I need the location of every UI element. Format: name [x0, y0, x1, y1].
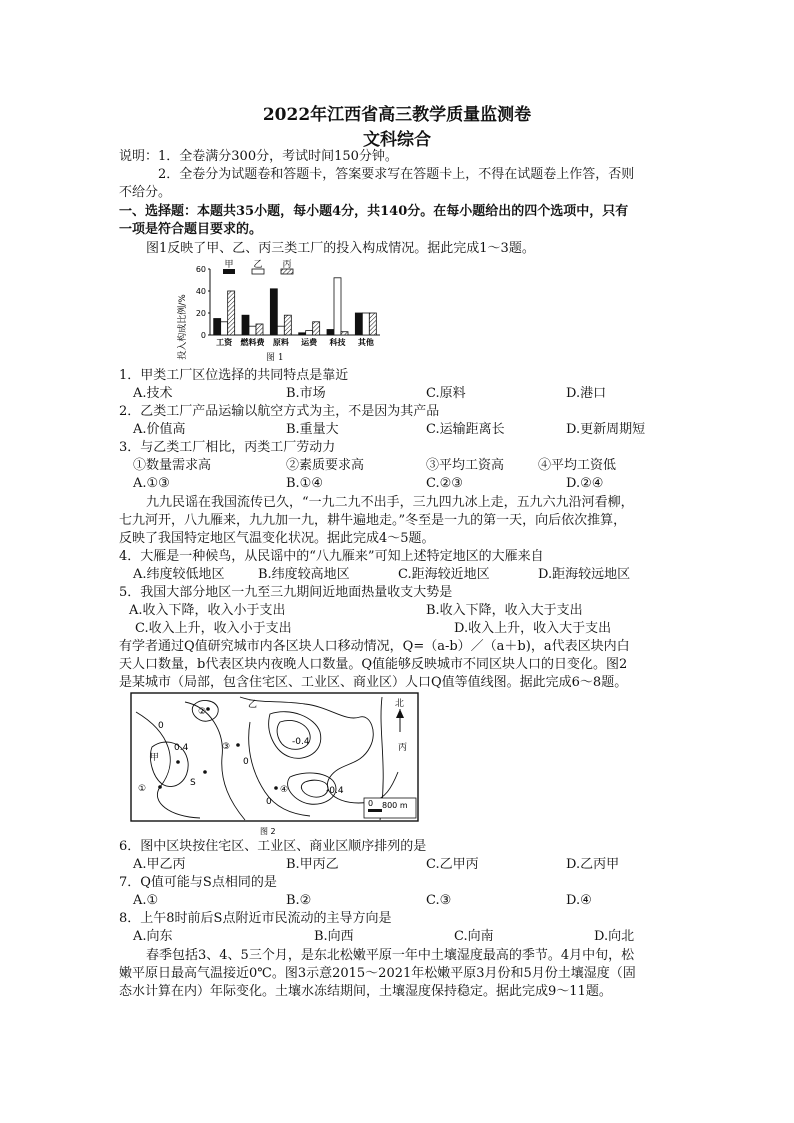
instruction-line-3: 不给分。	[119, 185, 172, 200]
q7-option-b: B.②	[286, 893, 312, 908]
bar-甲-原料	[270, 289, 277, 335]
q7-option-d: D.④	[566, 893, 592, 908]
bar-乙-科技	[334, 278, 341, 335]
y-tick-label: 60	[195, 265, 206, 274]
map-label-p4: ④	[280, 785, 289, 795]
q4-option-b: B.纬度较高地区	[258, 567, 350, 582]
passage2-line-3: 反映了我国特定地区气温变化状况。据此完成4～5题。	[119, 531, 435, 546]
q8-stem: 8．上午8时前后S点附近市民流动的主导方向是	[119, 911, 392, 926]
bar-甲-工资	[214, 319, 221, 336]
scale-zero: 0	[368, 799, 374, 808]
q8-option-c: C.向南	[454, 929, 494, 944]
section-heading-line-1: 一、选择题：本题共35小题，每小题4分，共140分。在每小题给出的四个选项中，只有	[119, 204, 629, 219]
figure-2-caption: 图 2	[260, 827, 276, 836]
q6-option-a: A.甲乙丙	[133, 857, 186, 872]
q4-option-c: C.距海较近地区	[398, 567, 490, 582]
q3-item-2: ②素质要求高	[286, 458, 365, 473]
bar-乙-运费	[306, 331, 313, 335]
q5-option-c: C.收入上升，收入小于支出	[135, 621, 292, 636]
passage2-line-1: 九九民谣在我国流传已久，“一九二九不出手，三九四九冰上走，五九六九沿河看柳，	[146, 495, 634, 510]
bar-乙-燃料费	[249, 326, 256, 335]
q7-stem: 7．Q值可能与S点相同的是	[119, 875, 277, 890]
bar-丙-原料	[284, 315, 291, 335]
map-value-1: 0.4	[174, 743, 189, 753]
q5-stem: 5．我国大部分地区一九至三九期间近地面热量收支大势是	[119, 585, 453, 600]
q2-option-b: B.重量大	[286, 422, 339, 437]
q2-stem: 2．乙类工厂产品运输以航空方式为主，不是因为其产品	[119, 404, 440, 419]
bar-丙-科技	[341, 332, 348, 335]
q4-stem: 4．大雁是一种候鸟，从民谣中的“八九雁来”可知上述特定地区的大雁来自	[119, 549, 544, 564]
q8-option-d: D.向北	[594, 929, 635, 944]
q8-option-a: A.向东	[133, 929, 173, 944]
bar-乙-原料	[277, 326, 284, 335]
legend-label-jia: 甲	[224, 260, 234, 270]
bar-乙-其他	[362, 313, 369, 335]
y-tick-label: 0	[200, 331, 206, 340]
map-label-s: S	[190, 778, 196, 788]
passage4-line-2: 嫩平原日最高气温接近0℃。图3示意2015～2021年松嫩平原3月份和5月份土壤湿度（固	[119, 966, 636, 981]
q3-option-d: D.②④	[566, 476, 604, 491]
bar-丙-工资	[228, 291, 235, 335]
instruction-line-1: 说明：1．全卷满分300分，考试时间150分钟。	[119, 149, 398, 164]
section-heading-line-2: 一项是符合题目要求的。	[119, 222, 263, 237]
scale-distance: 800 m	[382, 801, 408, 810]
map-label-bing: 丙	[398, 743, 408, 753]
map-value-2: -0.4	[292, 737, 310, 747]
figure-2-map	[130, 692, 420, 836]
map-label-p1: ①	[138, 784, 147, 794]
bar-丙-燃料费	[256, 324, 263, 335]
q3-option-b: B.①④	[286, 476, 323, 491]
map-label-yi: 乙	[248, 700, 258, 710]
figure-1-ylabel: 投入构成比例/%	[178, 294, 188, 360]
q3-option-c: C.②③	[426, 476, 463, 491]
exam-title: 2022年江西省高三教学质量监测卷	[262, 105, 532, 125]
q3-option-a: A.①③	[133, 476, 170, 491]
q2-option-c: C.运输距离长	[426, 422, 505, 437]
figure-1-caption: 图 1	[266, 353, 284, 363]
bar-丙-其他	[369, 313, 376, 335]
exam-subtitle: 文科综合	[363, 130, 431, 150]
q1-stem: 1．甲类工厂区位选择的共同特点是靠近	[119, 368, 349, 383]
map-value-6: 0	[266, 797, 272, 807]
q5-option-d: D.收入上升，收入大于支出	[454, 621, 612, 636]
q7-option-a: A.①	[133, 893, 159, 908]
figure-1-legend	[223, 259, 293, 274]
q7-option-c: C.③	[426, 893, 452, 908]
legend-label-bing: 丙	[282, 260, 292, 270]
scale-bar	[368, 809, 382, 812]
bar-甲-运费	[299, 333, 306, 335]
passage3-line-1: 有学者通过Q值研究城市内各区块人口移动情况，Q=（a-b）／（a＋b)，a代表区块内白	[119, 639, 630, 654]
passage4-line-3: 态水计算在内）年际变化。土壤水冻结期间，土壤湿度保持稳定。据此完成9～11题。	[119, 984, 612, 999]
q1-option-d: D.港口	[566, 386, 607, 401]
bar-乙-工资	[221, 322, 228, 335]
bar-甲-其他	[355, 313, 362, 335]
bar-甲-科技	[327, 330, 334, 336]
passage4-line-1: 春季包括3、4、5三个月，是东北松嫩平原一年中土壤湿度最高的季节。4月中旬，松	[146, 948, 635, 963]
q6-stem: 6．图中区块按住宅区、工业区、商业区顺序排列的是	[119, 839, 427, 854]
q4-option-a: A.纬度较低地区	[133, 567, 225, 582]
q2-option-d: D.更新周期短	[566, 422, 646, 437]
bar-丙-运费	[313, 322, 320, 335]
map-label-p3: ③	[222, 742, 231, 752]
q4-option-d: D.距海较远地区	[538, 567, 631, 582]
x-tick-label: 科技	[329, 338, 346, 347]
passage2-line-2: 七九河开，八九雁来，九九加一九，耕牛遍地走。”冬至是一九的第一天，向后依次推算，	[119, 513, 627, 528]
q1-option-c: C.原料	[426, 386, 466, 401]
q5-option-a: A.收入下降，收入小于支出	[129, 603, 286, 618]
y-tick-label: 40	[195, 287, 206, 296]
north-label: 北	[395, 699, 405, 709]
map-value-5: 0	[243, 757, 249, 767]
x-tick-label: 其他	[357, 338, 374, 347]
legend-label-yi: 乙	[253, 260, 263, 270]
q1-option-a: A.技术	[133, 386, 173, 401]
bar-甲-燃料费	[242, 315, 249, 335]
q6-option-c: C.乙甲丙	[426, 857, 479, 872]
q8-option-b: B.向西	[314, 929, 354, 944]
x-tick-label: 工资	[216, 338, 233, 347]
x-tick-label: 运费	[301, 338, 318, 347]
intro-figure-1: 图1反映了甲、乙、丙三类工厂的投入构成情况。据此完成1～3题。	[146, 241, 535, 256]
q3-item-4: ④平均工资低	[538, 458, 617, 473]
q6-option-b: B.甲丙乙	[286, 857, 339, 872]
x-tick-label: 原料	[272, 338, 289, 347]
passage3-line-2: 天人口数量，b代表区块内夜晚人口数量。Q值能够反映城市不同区块人口的日变化。图2	[119, 657, 628, 672]
x-tick-label: 燃料费	[240, 338, 265, 347]
map-value-4: 0	[158, 721, 164, 731]
q1-option-b: B.市场	[286, 386, 326, 401]
q3-stem: 3．与乙类工厂相比，丙类工厂劳动力	[119, 440, 336, 455]
q5-option-b: B.收入下降，收入大于支出	[426, 603, 583, 618]
q3-item-1: ①数量需求高	[133, 458, 212, 473]
passage3-line-3: 是某城市（局部，包含住宅区、工业区、商业区）人口Q值等值线图。据此完成6～8题。	[119, 675, 628, 690]
y-tick-label: 20	[195, 309, 206, 318]
map-value-3: -0.4	[326, 786, 344, 796]
q3-item-3: ③平均工资高	[426, 458, 505, 473]
q2-option-a: A.价值高	[133, 422, 186, 437]
map-label-jia: 甲	[150, 753, 160, 763]
q6-option-d: D.乙丙甲	[566, 857, 620, 872]
instruction-line-2: 2．全卷分为试题卷和答题卡，答案要求写在答题卡上，不得在试题卷上作答，否则	[158, 167, 635, 182]
map-label-p2: ②	[198, 707, 207, 717]
